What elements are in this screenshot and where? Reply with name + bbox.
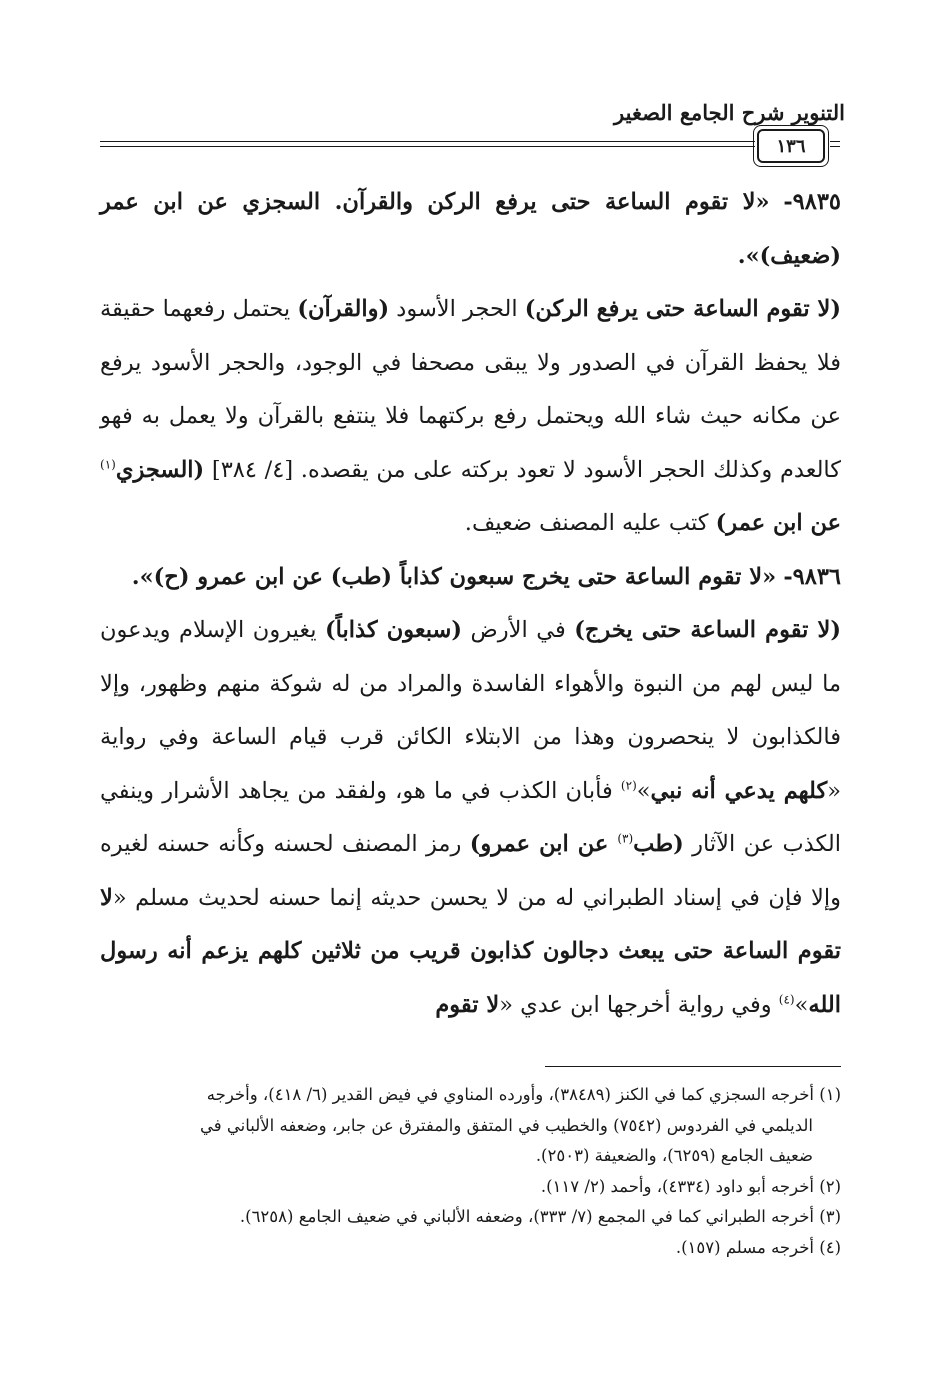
footnote-ref-3[interactable]: (٣) [617, 831, 634, 846]
header-rule-bottom [100, 146, 755, 147]
quoted-phrase: لا تقوم الساعة حتى يبعث دجالون كذابون قريب من ثلاثين كلهم يزعم أنه رسول الله [100, 884, 841, 1018]
footnote-2: (٢) أخرجه أبو داود (٤٣٣٤)، وأحمد (٢/ ١١٧). [540, 1176, 841, 1196]
header-rule-top [100, 141, 755, 142]
hadith-9836 [100, 551, 841, 605]
commentary-text: يغيرون الإسلام ويدعون ما ليس لهم من النبوة والأهواء الفاسدة والمراد من له شوكة منهم وظهور، وإلا فالكذابون لا ينحصرون وهذا من الابتلاء الكائن قرب قيام الساعة وفي رواية « [100, 617, 841, 804]
quoted-phrase: (لا تقوم الساعة حتى يرفع الركن) [524, 296, 841, 322]
footnote-4: (٤) أخرجه مسلم (١٥٧). [675, 1237, 841, 1257]
commentary-text: رمز المصنف لحسنه وكأنه حسنه لغيره وإلا فإن في إسناد الطبراني له من لا يحسن حديثه إنما حسنه لحديث مسلم « [100, 831, 841, 911]
hadith-text: «لا تقوم الساعة حتى يخرج سبعون كذاباً (طب) عن ابن عمرو (ح)». [131, 563, 777, 590]
quoted-phrase: (والقرآن) [297, 296, 390, 322]
footnote-ref-1[interactable]: (١) [100, 457, 116, 471]
commentary-text: الحجر الأسود [389, 296, 525, 322]
quoted-phrase: عن ابن عمر) [715, 510, 841, 536]
quoted-phrase: (طب [633, 831, 684, 857]
header-rule-end-top [830, 141, 840, 142]
commentary-text: فأبان الكذب في ما هو، ولفقد من يجاهد الأشرار وينفي الكذب عن الآثار [100, 777, 841, 857]
commentary-9836 [100, 604, 841, 1032]
quoted-phrase: لا تقوم [435, 991, 500, 1018]
hadith-number: ٩٨٣٦- [783, 563, 841, 590]
footnote-1-cont: ضعيف الجامع (٦٢٥٩)، والضعيفة (٢٥٠٣). [535, 1146, 813, 1165]
quoted-phrase: (السجزي [115, 456, 205, 483]
quoted-phrase: كلهم يدعي أنه نبي [650, 777, 828, 804]
commentary-9835 [100, 283, 841, 551]
header-rule-end-bottom [830, 146, 840, 147]
quoted-phrase: (سبعون كذاباً) [325, 617, 463, 643]
footnote-separator [545, 1066, 841, 1067]
commentary-text: وفي رواية أخرجها ابن عدي « [499, 991, 779, 1018]
footnote-ref-4[interactable]: (٤) [778, 992, 795, 1006]
footnote-3: (٣) أخرجه الطبراني كما في المجمع (٧/ ٣٣٣)، وضعفه الألباني في ضعيف الجامع (٦٢٥٨). [239, 1207, 841, 1226]
hadith-9835 [100, 176, 841, 283]
hadith-number: ٩٨٣٥- [783, 189, 841, 215]
commentary-text: » [636, 777, 651, 804]
footnote-1: (١) أخرجه السجزي كما في الكنز (٣٨٤٨٩)، وأورده المناوي في فيض القدير (٦/ ٤١٨)، وأخرجه [206, 1085, 841, 1104]
quoted-phrase: عن ابن عمرو) [469, 831, 618, 857]
commentary-text: يحتمل رفعهما حقيقة فلا يحفظ القرآن في الصدور ولا يبقى مصحفا في الوجود، والحجر الأسود يرفع عن مكانه حيث شاء الله ويحتمل رفع بركتهما فلا ينتفع بالقرآن ولا يعمل به فهو كالعدم وكذلك الحجر الأسود لا تعود بركته على من يقصده. [٤/ ٣٨٤] [99, 296, 842, 483]
page-number: ١٣٦ [757, 129, 825, 163]
footnote-1-cont: الديلمي في الفردوس (٧٥٤٢) والخطيب في المتفق والمفترق عن جابر، وضعفه الألباني في [199, 1115, 813, 1135]
footnote-ref-2[interactable]: (٢) [620, 778, 637, 792]
commentary-text: كتب عليه المصنف ضعيف. [464, 510, 716, 536]
main-text [100, 176, 841, 1032]
running-title: التنوير شرح الجامع الصغير [614, 100, 845, 125]
footnotes [100, 1080, 841, 1263]
commentary-text: » [794, 991, 809, 1018]
hadith-text: «لا تقوم الساعة حتى يرفع الركن والقرآن. السجزي عن ابن عمر (ضعيف)». [100, 189, 841, 269]
quoted-phrase: (لا تقوم الساعة حتى يخرج) [574, 617, 841, 643]
commentary-text: في الأرض [462, 617, 575, 643]
